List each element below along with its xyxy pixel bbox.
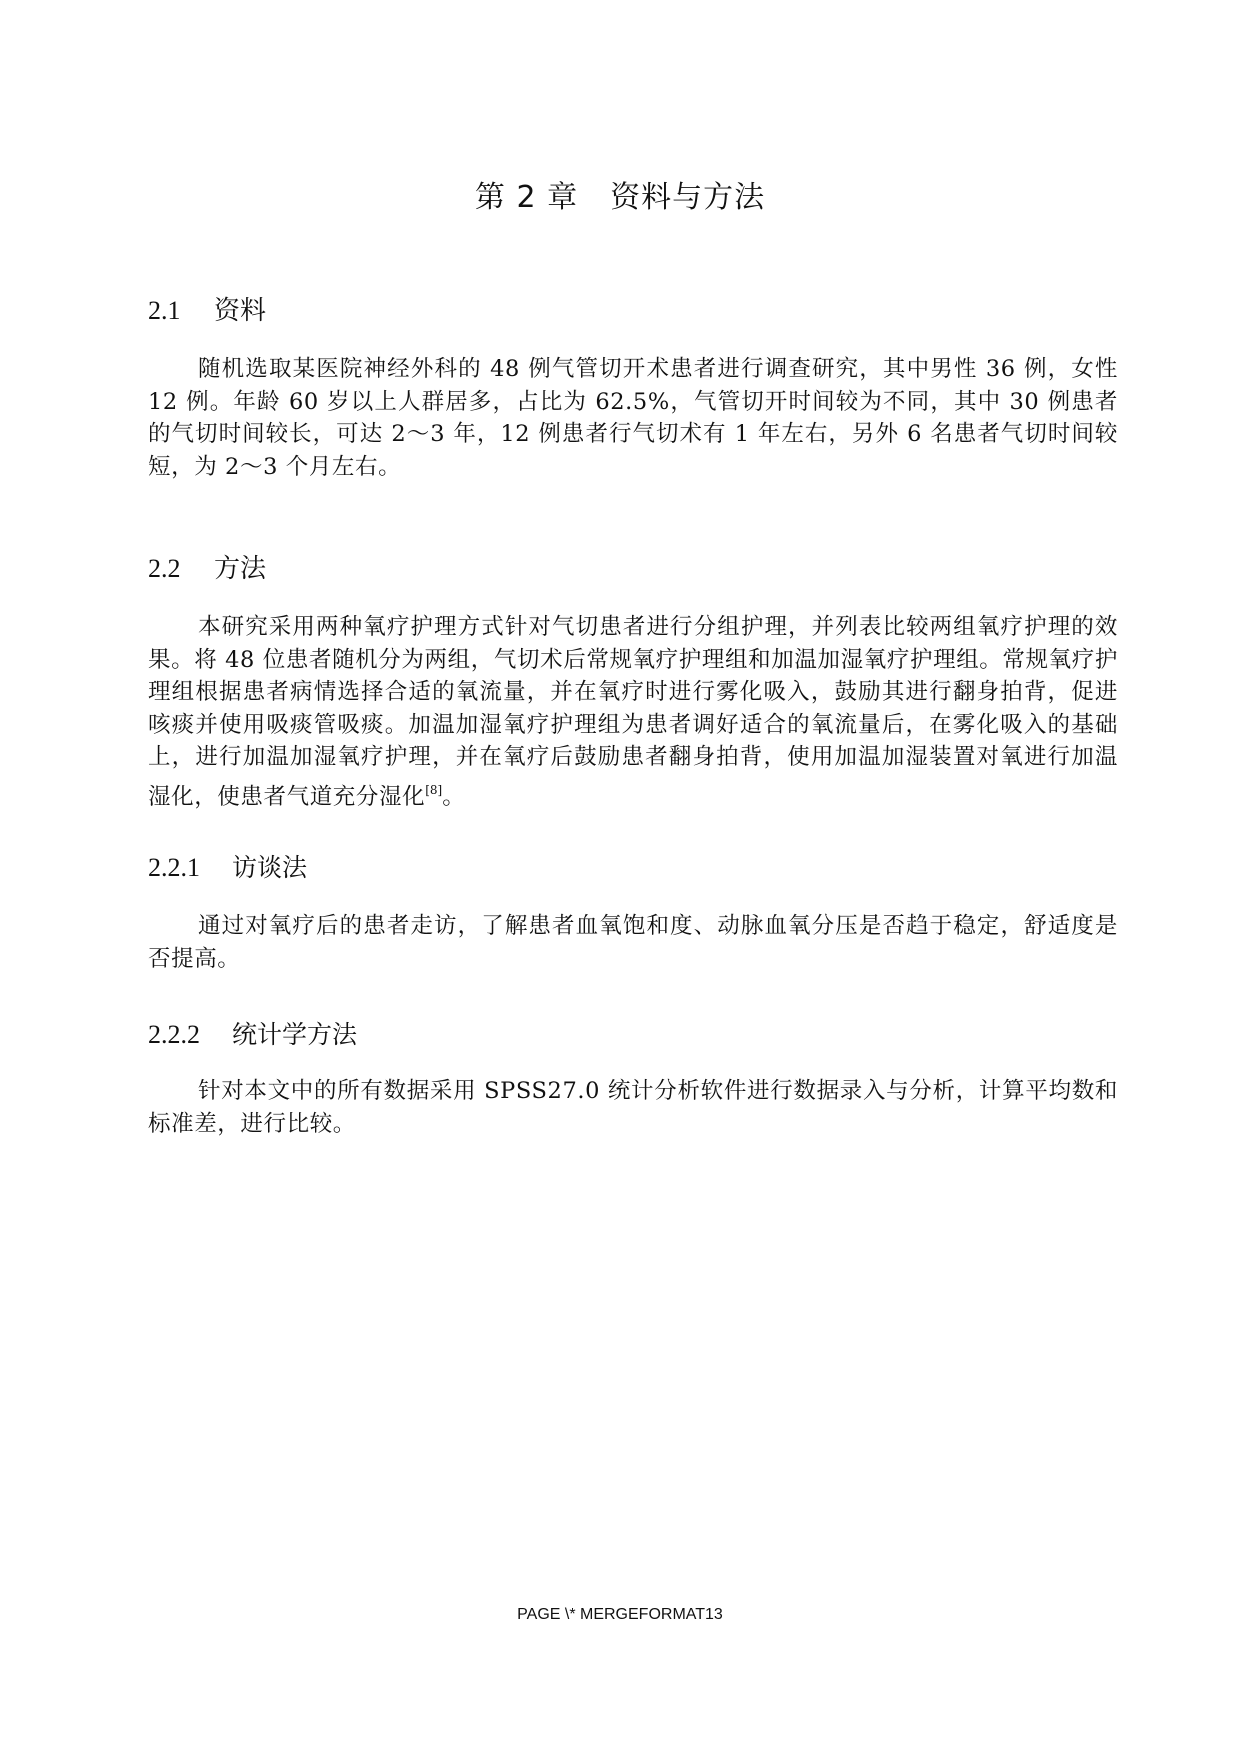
paragraph-text: 本研究采用两种氧疗护理方式针对气切患者进行分组护理，并列表比较两组氧疗护理的效果。将 48 位患者随机分为两组，气切术后常规氧疗护理组和加温加湿氧疗护理组。常规氧疗护理组根据患者病情选择合适的氧流量，并在氧疗时进行雾化吸入，鼓励其进行翻身拍背，促进咳痰并使用吸痰管吸痰。加温加湿氧疗护理组为患者调好适合的氧流量后，在雾化吸入的基础上，进行加温加湿氧疗护理，并在氧疗后鼓励患者翻身拍背，使用加温加湿装置对氧进行加温湿化，使患者气道充分湿化 <box>148 614 1118 810</box>
section-title: 方法 <box>214 554 267 584</box>
section-title: 统计学方法 <box>232 1020 358 1049</box>
chapter-number: 第 2 章 <box>474 180 579 215</box>
section-number: 2.2.1 <box>148 853 200 882</box>
section-number: 2.1 <box>148 296 181 325</box>
section-title: 访谈法 <box>232 853 308 882</box>
section-heading-2-1 <box>148 290 266 327</box>
section-heading-2-2-2 <box>148 1015 357 1051</box>
section-2-2-2-paragraph: 针对本文中的所有数据采用 SPSS27.0 统计分析软件进行数据录入与分析，计算平均数和标准差，进行比较。 <box>148 1078 1118 1137</box>
section-2-2-paragraph <box>148 611 1118 813</box>
chapter-heading <box>0 172 1240 216</box>
paragraph-end: 。 <box>442 783 466 810</box>
section-heading-2-2-1 <box>148 848 307 884</box>
section-2-2-1-paragraph: 通过对氧疗后的患者走访，了解患者血氧饱和度、动脉血氧分压是否趋于稳定，舒适度是否提高。 <box>148 913 1118 972</box>
section-2-1-paragraph: 随机选取某医院神经外科的 48 例气管切开术患者进行调查研究，其中男性 36 例，女性 12 例。年龄 60 岁以上人群居多，占比为 62.5%，气管切开时间较为不同，其中 30 例患者的气切时间较长，可达 2～3 年，12 例患者行气切术有 1 年左右，另外 6 名患者气切时间较短，为 2～3 个月左右。 <box>148 356 1118 480</box>
section-number: 2.2.2 <box>148 1020 200 1049</box>
section-number: 2.2 <box>148 554 181 583</box>
citation-reference: [8] <box>425 782 443 797</box>
page-footer-field: PAGE \* MERGEFORMAT13 <box>517 1606 723 1623</box>
section-heading-2-2 <box>148 548 266 585</box>
section-title: 资料 <box>214 296 267 326</box>
chapter-title: 资料与方法 <box>610 180 766 215</box>
